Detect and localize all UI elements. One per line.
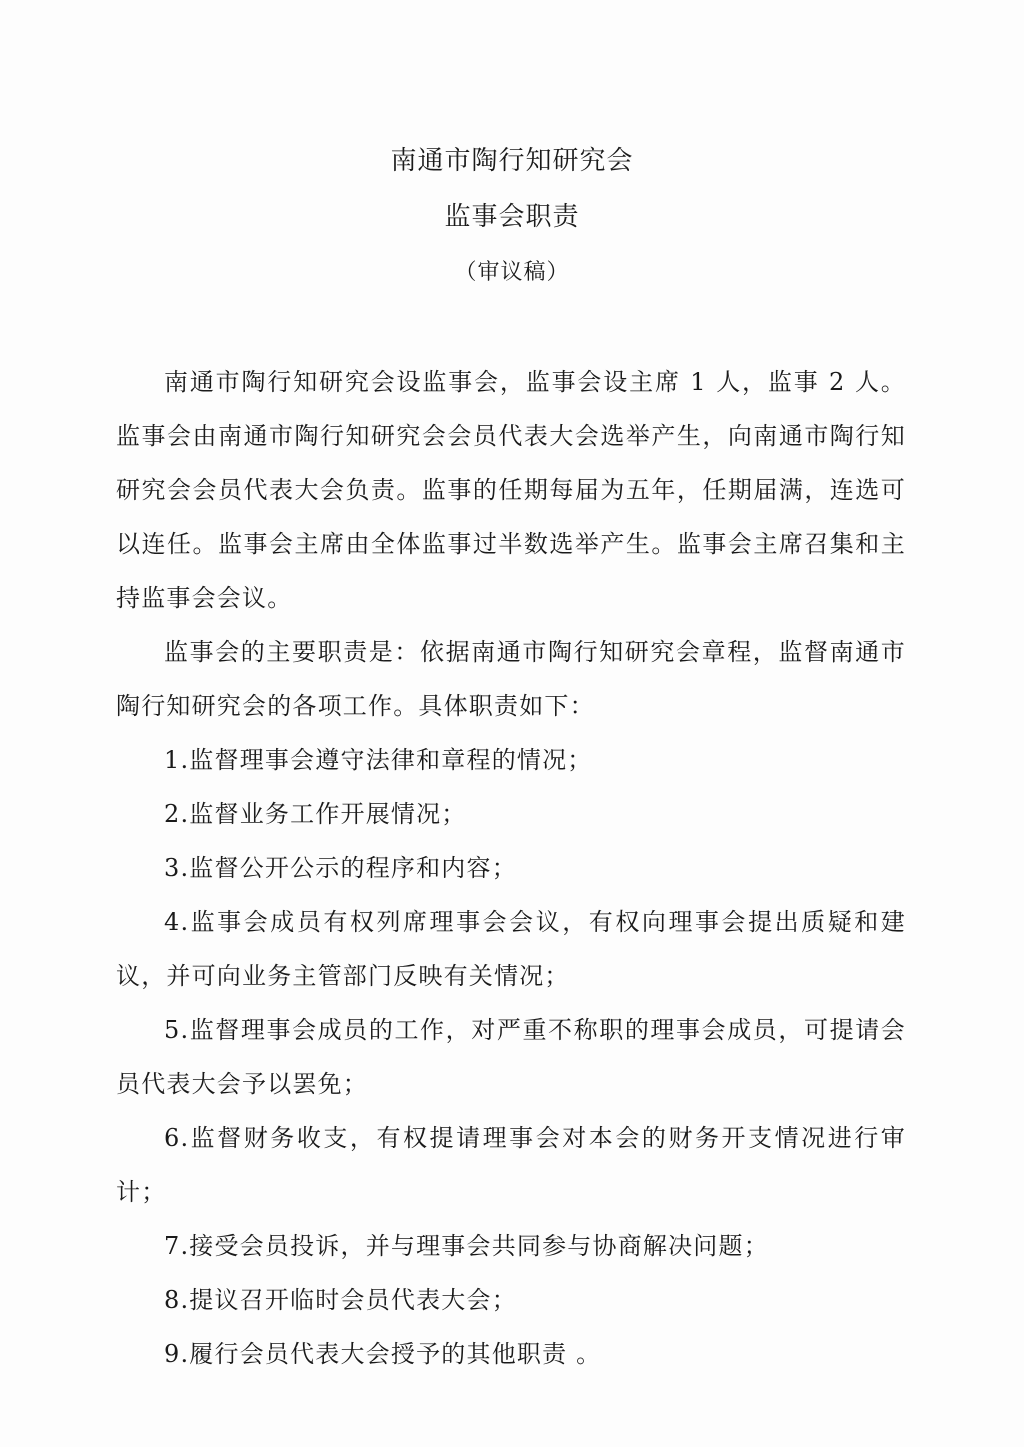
paragraph-duties: 监事会的主要职责是：依据南通市陶行知研究会章程，监督南通市陶行知研究会的各项工作。具体职责如下： bbox=[116, 638, 906, 720]
list-item: 2.监督业务工作开展情况； bbox=[164, 800, 467, 828]
list-item: 7.接受会员投诉，并与理事会共同参与协商解决问题； bbox=[164, 1232, 769, 1260]
list-item: 1.监督理事会遵守法律和章程的情况； bbox=[164, 746, 593, 774]
draft-status: （审议稿） bbox=[454, 260, 570, 285]
document-body bbox=[116, 355, 906, 1381]
document-subtitle: 监事会职责 bbox=[444, 202, 580, 232]
list-item: 4.监事会成员有权列席理事会会议，有权向理事会提出质疑和建议，并可向业务主管部门反映有关情况； bbox=[116, 908, 906, 990]
list-item: 5.监督理事会成员的工作，对严重不称职的理事会成员，可提请会员代表大会予以罢免； bbox=[116, 1016, 906, 1098]
list-item: 6.监督财务收支，有权提请理事会对本会的财务开支情况进行审计； bbox=[116, 1124, 906, 1206]
list-item: 9.履行会员代表大会授予的其他职责 。 bbox=[164, 1340, 602, 1368]
list-item: 3.监督公开公示的程序和内容； bbox=[164, 854, 517, 882]
document-title: 南通市陶行知研究会 bbox=[390, 146, 634, 176]
paragraph-intro: 南通市陶行知研究会设监事会，监事会设主席 1 人，监事 2 人。监事会由南通市陶行知研究会会员代表大会选举产生，向南通市陶行知研究会会员代表大会负责。监事的任期每届为五年，任期届满，连选可以连任。监事会主席由全体监事过半数选举产生。监事会主席召集和主持监事会会议。 bbox=[116, 368, 906, 612]
list-item: 8.提议召开临时会员代表大会； bbox=[164, 1286, 517, 1314]
